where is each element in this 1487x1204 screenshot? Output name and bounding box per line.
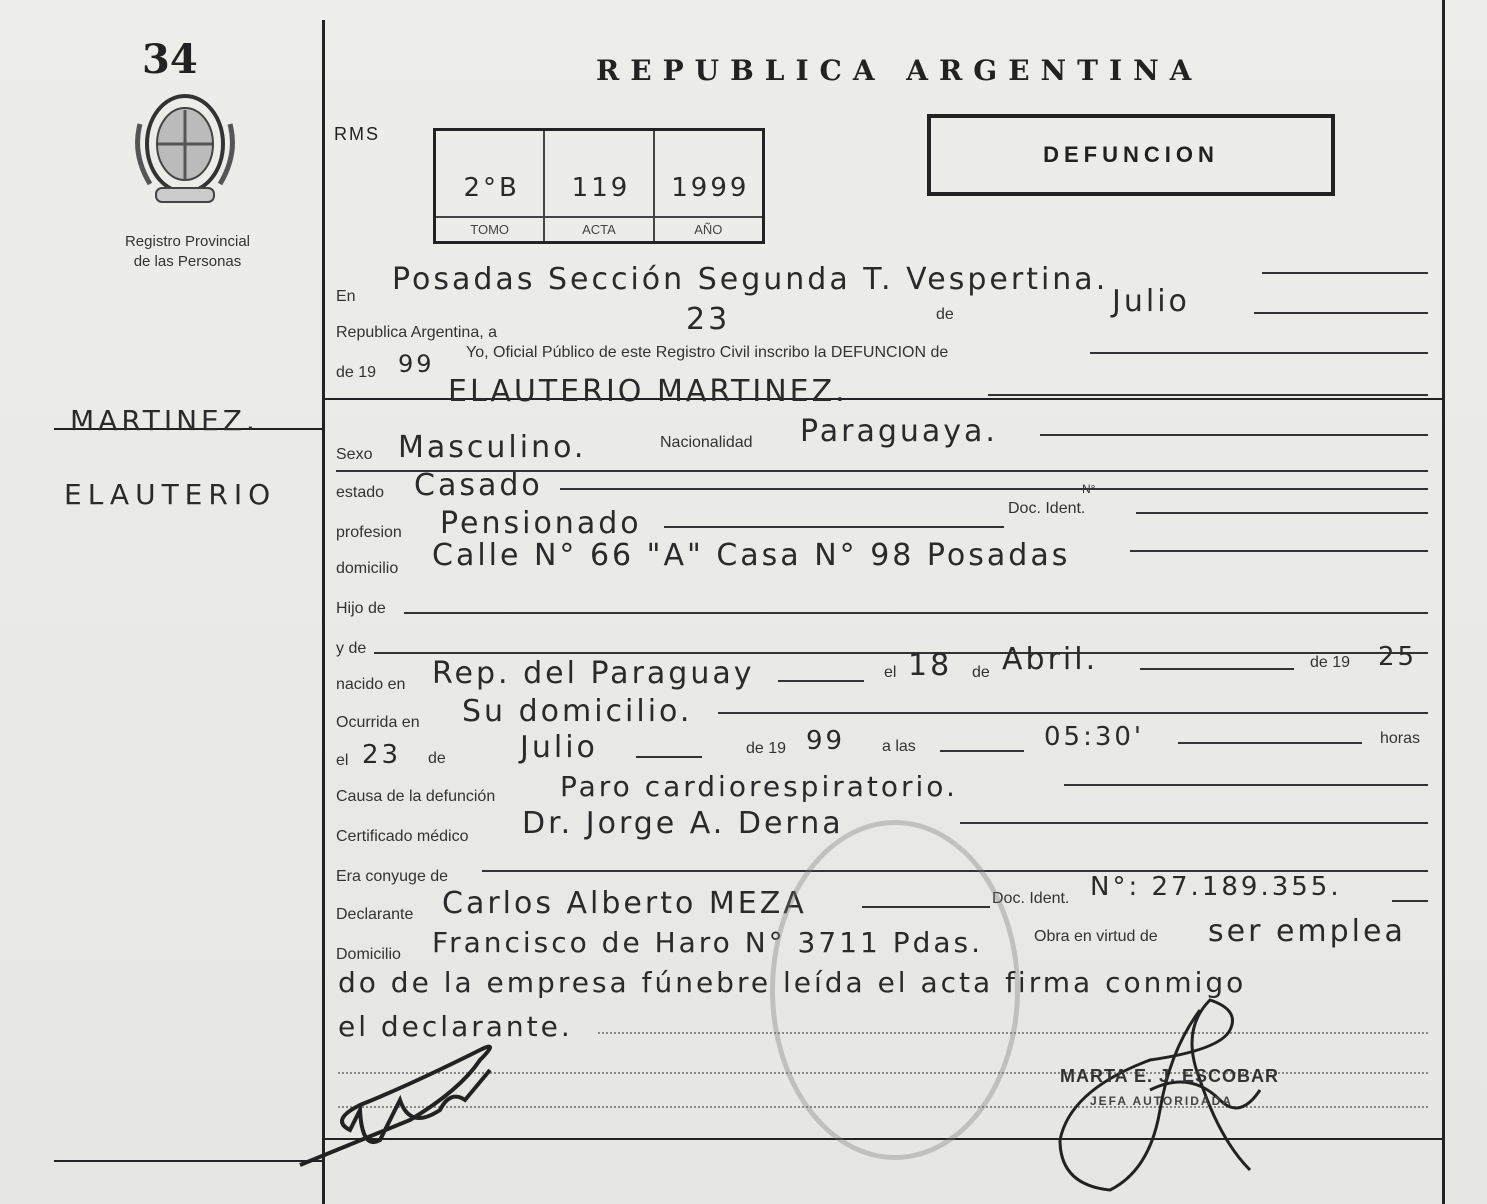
label-estado: estado: [336, 484, 385, 501]
label-de: de: [936, 306, 954, 323]
line-y-de: [374, 652, 1428, 654]
line-deceased-end: [988, 394, 1428, 396]
label-profesion: profesion: [336, 524, 402, 541]
label-conyuge: Era conyuge de: [336, 868, 449, 885]
line-nacido: [778, 680, 864, 682]
value-declarante: Carlos Alberto MEZA: [442, 886, 807, 921]
margin-rule-bottom: [54, 1160, 324, 1162]
line-causa: [1064, 784, 1428, 786]
label-doc-no: N°: [1082, 482, 1096, 496]
label-domicilio: domicilio: [336, 560, 399, 577]
line-profesion: [664, 526, 1004, 528]
value-year: 99: [398, 350, 435, 378]
label-causa: Causa de la defunción: [336, 788, 496, 805]
value-month: Julio: [1112, 284, 1190, 319]
label-obra: Obra en virtud de: [1034, 928, 1158, 945]
declarant-signature-icon: [290, 1030, 560, 1170]
value-obra-line2: do de la empresa fúnebre leída el acta firma conmigo: [338, 966, 1247, 999]
value-day: 23: [686, 302, 731, 337]
label-a-las: a las: [882, 738, 916, 755]
value-death-month: Julio: [520, 730, 598, 765]
label-republica: Republica Argentina, a: [336, 324, 497, 341]
line-inscribe: [1090, 352, 1428, 354]
record-number: 34: [142, 36, 198, 83]
official-name: MARTA E. J. ESCOBAR: [1060, 1066, 1280, 1086]
line-nac-end: [1040, 434, 1428, 436]
label-inscribe: Yo, Oficial Público de este Registro Civil inscribo la DEFUNCION de: [466, 344, 949, 361]
provincial-emblem-icon: [128, 84, 243, 214]
ref-ano-value: 1999: [671, 173, 750, 203]
right-border: [1442, 0, 1445, 1204]
value-certificado: Dr. Jorge A. Derna: [522, 806, 844, 841]
label-en: En: [336, 288, 356, 305]
line-alas: [940, 750, 1024, 752]
value-place: Posadas Sección Segunda T. Vespertina.: [392, 262, 1109, 297]
line-estado: [560, 488, 1428, 490]
value-birth-month: Abril.: [1002, 642, 1099, 677]
ref-tomo-value: 2°B: [463, 173, 520, 203]
value-sexo: Masculino.: [398, 430, 587, 465]
label-doc-ident: Doc. Ident.: [1008, 500, 1086, 517]
value-birth-year: 25: [1378, 642, 1418, 672]
value-death-time: 05:30': [1044, 722, 1145, 752]
line-death-month: [636, 756, 702, 758]
label-sexo: Sexo: [336, 446, 373, 463]
official-title: JEFA AUTORIDADA: [1090, 1094, 1233, 1108]
label-declarante: Declarante: [336, 906, 414, 923]
label-birth-de: de: [972, 664, 990, 681]
label-horas: horas: [1380, 730, 1421, 747]
label-nacionalidad: Nacionalidad: [660, 434, 753, 451]
country-title: REPUBLICA ARGENTINA: [596, 54, 1203, 87]
value-deceased-name: ELAUTERIO MARTINEZ.: [448, 374, 848, 409]
label-certificado: Certificado médico: [336, 828, 469, 845]
label-ocurrida: Ocurrida en: [336, 714, 420, 731]
label-declarante-doc: Doc. Ident.: [992, 890, 1070, 907]
value-causa: Paro cardiorespiratorio.: [560, 770, 958, 803]
official-seal-icon: [770, 820, 1020, 1160]
value-estado: Casado: [414, 468, 543, 503]
label-nacido-en: nacido en: [336, 676, 406, 693]
registry-name: [80, 232, 295, 272]
line-ocurrida: [718, 712, 1428, 714]
ref-acta-value: 119: [571, 173, 631, 203]
document-type-box: DEFUNCION: [927, 114, 1335, 196]
value-nacionalidad: Paraguaya.: [800, 414, 998, 449]
ref-tomo: [436, 131, 545, 241]
value-obra-line3: el declarante.: [338, 1010, 573, 1043]
value-ocurrida: Su domicilio.: [462, 694, 693, 729]
ref-ano-label: AÑO: [655, 216, 762, 237]
value-domicilio2: Francisco de Haro N° 3711 Pdas.: [432, 926, 984, 959]
label-year-prefix: de 19: [336, 364, 377, 381]
value-birth-day: 18: [908, 648, 953, 683]
value-declarante-doc: N°: 27.189.355.: [1090, 872, 1342, 902]
ref-acta-label: ACTA: [545, 216, 652, 237]
label-de2: de: [428, 750, 446, 767]
line-birth-month: [1140, 668, 1294, 670]
reference-box: [433, 128, 765, 244]
value-obra-line1: ser emplea: [1208, 914, 1406, 949]
label-birth-year-prefix: de 19: [1310, 654, 1351, 671]
line-hijo-de: [404, 612, 1428, 614]
registry-name-line1: Registro Provincial: [124, 233, 251, 250]
margin-given-name: ELAUTERIO: [64, 478, 277, 511]
rms-prefix: RMS: [334, 124, 380, 144]
line-doc-ident: [1136, 512, 1428, 514]
value-domicilio: Calle N° 66 "A" Casa N° 98 Posadas: [432, 538, 1071, 573]
value-nacido-en: Rep. del Paraguay: [432, 656, 755, 691]
value-death-year: 99: [806, 726, 846, 756]
ref-tomo-label: TOMO: [436, 216, 543, 237]
label-y-de: y de: [336, 640, 367, 657]
label-domicilio2: Domicilio: [336, 946, 401, 963]
line-place-end: [1262, 272, 1428, 274]
margin-divider: [322, 20, 325, 1204]
label-el: el: [884, 664, 897, 681]
registry-name-line2: de las Personas: [133, 253, 242, 270]
margin-surname: MARTINEZ.: [70, 404, 259, 437]
line-time-end: [1178, 742, 1362, 744]
value-death-day: 23: [362, 740, 402, 770]
label-el2: el: [336, 752, 349, 769]
line-decl-doc-end: [1392, 900, 1428, 902]
line-certificado: [960, 822, 1428, 824]
value-profesion: Pensionado: [440, 506, 642, 541]
line-domicilio: [1130, 550, 1428, 552]
ref-ano: [655, 131, 762, 241]
ref-acta: [545, 131, 654, 241]
label-hijo-de: Hijo de: [336, 600, 386, 617]
label-death-year-prefix: de 19: [746, 740, 787, 757]
line-month-end: [1254, 312, 1428, 314]
